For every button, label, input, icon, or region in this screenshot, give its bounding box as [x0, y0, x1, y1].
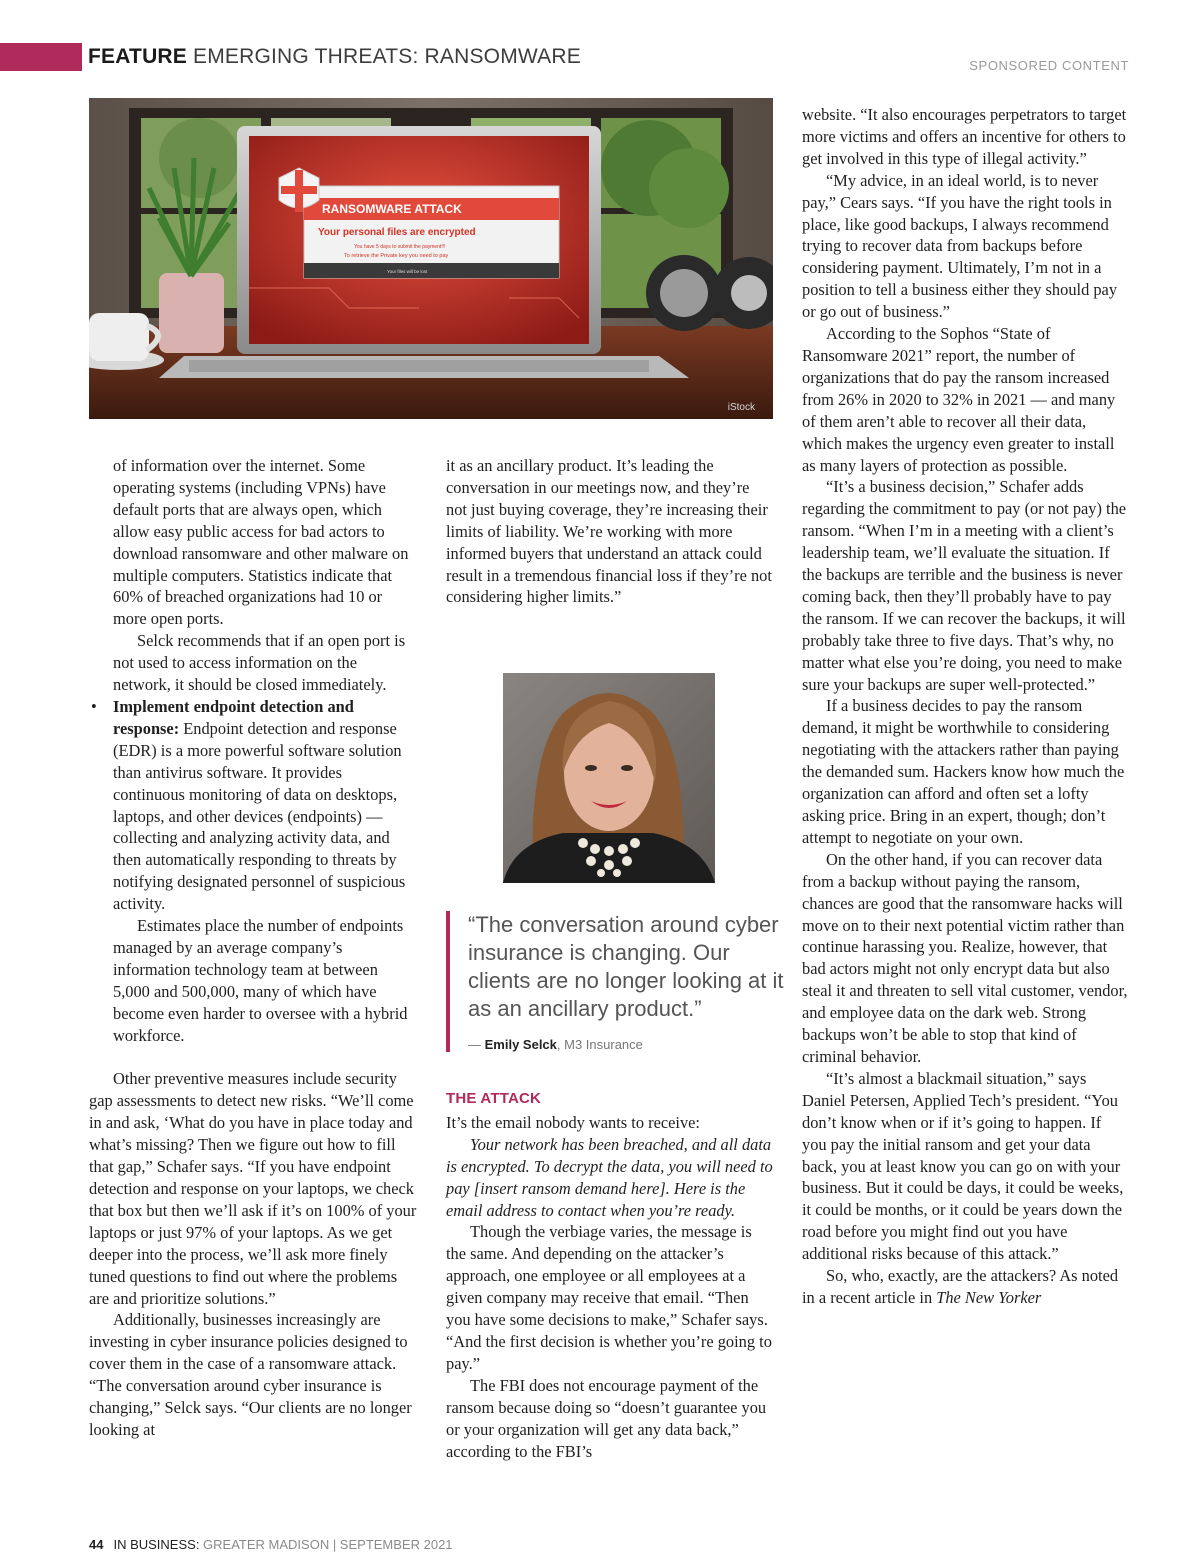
headphones	[646, 255, 773, 331]
paragraph: Though the verbiage varies, the message is the same. And depending on the attacker’s approach, one employee or all employees at a given company may receive that email. “Then you have some decisions to make,” Schafer says. “And the first decision is whether you’re going to pay.”	[446, 1222, 772, 1373]
header-topic: EMERGING THREATS: RANSOMWARE	[193, 45, 581, 68]
header-kicker: FEATURE	[88, 45, 188, 68]
portrait-photo	[503, 673, 715, 883]
paragraph: If a business decides to pay the ransom demand, it might be worthwhile to considering negotiating with the attackers rather than paying the demanded sum. Hackers know how much the organization can afford and often set a lofty asking price. Bring in an expert, though; don’t attempt to negotiate on your own.	[802, 696, 1125, 847]
sponsored-label: SPONSORED CONTENT	[969, 58, 1129, 73]
bullet-list	[89, 455, 417, 1046]
paragraph: it as an ancillary product. It’s leading the conversation in our meetings now, and they’re not just buying coverage, they’re increasing their limits of liability. We’re working with more informed buyers that understand an attack could result in a tremendous financial loss if they’re not considering higher limits.”	[446, 456, 772, 607]
pull-quote-attribution	[468, 1037, 798, 1052]
paragraph: According to the Sophos “State of Ransomware 2021” report, the number of organizations that do pay the ransom increased from 26% in 2020 to 32% in 2021 — and many of them aren’t able to recover all their data, which makes the urgency even greater to install as many layers of protection as possible.	[802, 324, 1116, 475]
paragraph	[802, 1265, 1128, 1309]
paragraph: of information over the internet. Some operating systems (including VPNs) have default ports that are always open, which allow easy public access for bad actors to download ransomware and other malware on multiple computers. Statistics indicate that 60% of breached organizations had 10 or more open ports.	[113, 456, 409, 629]
publication-name: IN BUSINESS:	[113, 1537, 200, 1552]
paragraph: “It’s a business decision,” Schafer adds regarding the commitment to pay (or not pay) the ransom. “When I’m in a meeting with a client’s leadership team, we’ll evaluate the situation. If the backups are terrible and the business is never coming back, then they’ll probably have to pay the ransom. If we can recover the backups, it will probably take three to five days. That’s why, no matter what else you’re doing, you need to make sure your backups are super well-protected.”	[802, 477, 1127, 694]
paragraph: website. “It also encourages perpetrators to target more victims and offers an incentive for others to get involved in this type of illegal activity.”	[802, 105, 1127, 168]
portrait-emily-selck	[503, 673, 715, 883]
bullet-dot-icon: •	[91, 696, 97, 716]
body-column-1	[89, 455, 417, 1441]
paragraph: Other preventive measures include security gap assessments to detect new risks. “We’ll come in and ask, ‘What do you have in place today and what’s missing? Then we figure out how to fill that gap,” Schafer says. “If you have endpoint detection and response on your laptops, we check that box but then we’ll ask if it’s on 100% of your laptops or just 97% of your laptops. As we get deeper into the process, we’ll ask more finely tuned questions to find out where the problems are and prioritize solutions.”	[89, 1069, 417, 1308]
screen-line-3: To retrieve the Private key you need to pay	[344, 253, 449, 259]
bullet-heading: Implement endpoint detection and response:	[113, 696, 354, 738]
publication-title: The New Yorker	[936, 1287, 1042, 1307]
paragraph: It’s the email nobody wants to receive:	[446, 1112, 700, 1132]
screen-line-4: Your files will be lost	[387, 269, 428, 274]
attribution-org: , M3 Insurance	[556, 1037, 643, 1052]
page-number: 44	[89, 1537, 104, 1552]
bullet-text: Endpoint detection and response (EDR) is a more powerful software solution than antivirus software. It provides continuous monitoring of data on desktops, laptops, and other devices (endpoints) — collecting and analyzing activity data, and then automatically responding to threats by notifying designated personnel of suspicious activity.	[113, 718, 406, 914]
photo-credit: iStock	[727, 402, 755, 413]
email-quote: Your network has been breached, and all data is encrypted. To decrypt the data, you will need to pay [insert ransom demand here]. Here is the email address to contact when you’re ready.	[446, 1134, 773, 1220]
section-header	[88, 45, 581, 69]
body-column-2	[446, 455, 774, 608]
hero-photo	[89, 98, 773, 419]
paragraph-start: So, who, exactly, are the attackers? As noted in a recent article in	[802, 1266, 1119, 1307]
screen-line-2: You have 5 days to submit the payment!!!	[354, 244, 446, 250]
page-footer	[89, 1537, 453, 1552]
issue-date: GREATER MADISON | SEPTEMBER 2021	[199, 1537, 453, 1552]
attribution-dash: —	[468, 1037, 485, 1052]
paragraph: Estimates place the number of endpoints managed by an average company’s information technology team at between 5,000 and 500,000, many of which have become even harder to oversee with a hybrid workforce.	[113, 916, 408, 1045]
paragraph: Selck recommends that if an open port is not used to access information on the network, it should be closed immediately.	[113, 631, 406, 695]
attribution-name: Emily Selck	[484, 1037, 557, 1052]
laptop-ransomware-illustration	[89, 98, 773, 419]
paragraph: Additionally, businesses increasingly are investing in cyber insurance policies designed to cover them in the case of a ransomware attack. “The conversation around cyber insurance is changing,” Selck says. “Our clients are no longer looking at	[89, 1310, 412, 1439]
screen-title: RANSOMWARE ATTACK	[322, 202, 462, 216]
header-accent-bar	[0, 43, 82, 71]
bullet-item	[91, 696, 417, 915]
screen-line-1: Your personal files are encrypted	[318, 227, 476, 238]
body-column-2-lower	[446, 1088, 774, 1462]
paragraph: “My advice, in an ideal world, is to never pay,” Cears says. “If you have the right tools in place, like good backups, I always recommend trying to recover data from backups before considering payment. Ultimately, I’m not in a position to tell a business either they should pay or go out of business.”	[802, 170, 1118, 322]
paragraph: On the other hand, if you can recover data from a backup without paying the ransom, chances are good that the ransomware hacks will move on to their next potential victim rather than continue harassing you. Realize, however, that bad actors might not only encrypt data but also steal it and threaten to sell vital customer, vendor, and employee data on the dark web. Strong backups won’t be able to stop that kind of criminal behavior.	[802, 849, 1128, 1066]
pull-quote-text: “The conversation around cyber insurance is changing. Our clients are no longer looking at it as an ancillary product.”	[468, 912, 784, 1021]
paragraph: “It’s almost a blackmail situation,” says Daniel Petersen, Applied Tech’s president. “You don’t know when or if it’s going to happen. If you pay the initial ransom and get your data back, you at least know you can go on with your business. But it could be days, it could be weeks, it could be months, or it could be years down the road before you might find out you have additional risks because of this attack.”	[802, 1068, 1124, 1264]
section-heading: THE ATTACK	[446, 1090, 542, 1107]
pull-quote	[446, 911, 798, 1052]
paragraph: The FBI does not encourage payment of the ransom because doing so “doesn’t guarantee you or your organization will get any data back,” according to the FBI’s	[446, 1375, 767, 1461]
body-column-3	[802, 104, 1128, 1309]
